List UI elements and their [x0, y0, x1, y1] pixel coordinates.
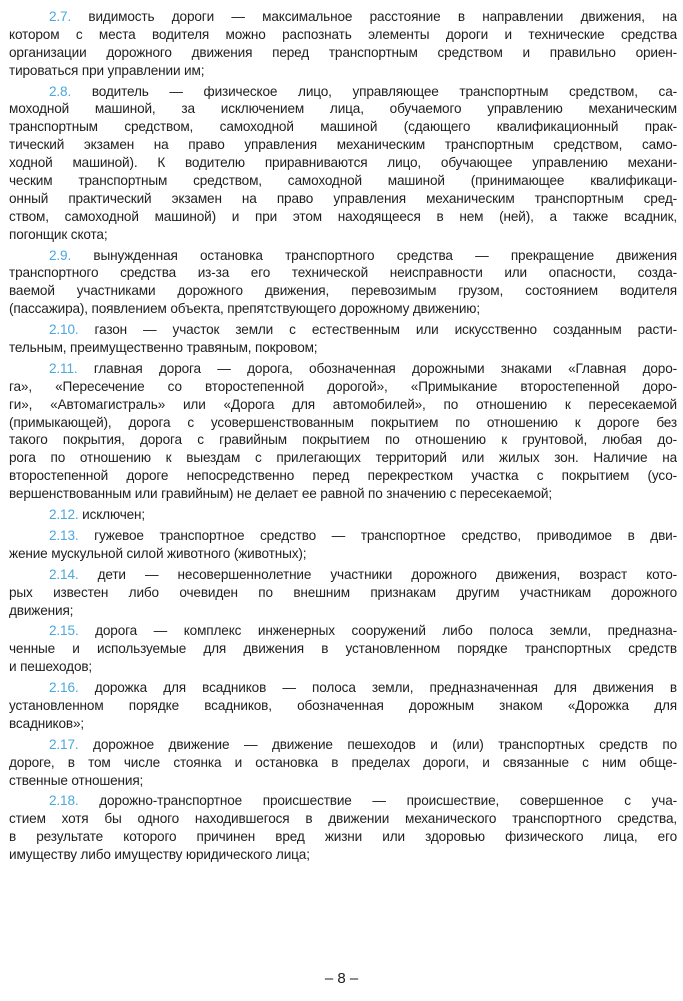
line-text: дети — несовершеннолетние участники дорожного движения, возраст кото-	[97, 566, 677, 582]
line-text: стием хотя бы одного находившегося в движении механического транспортного средства,	[9, 811, 677, 827]
definition-paragraph	[9, 8, 677, 80]
line-text: рога по отношению к выездам с прилегающих территорий или жилых зон. Наличие на	[9, 450, 677, 466]
definition-paragraph	[9, 360, 677, 503]
line-text: дорожка для всадников — полоса земли, предназначенная для движения в	[94, 680, 677, 696]
line-text: ческим транспортным средством, самоходной машиной (принимающее квалификаци-	[9, 173, 677, 189]
text-line	[9, 154, 677, 172]
line-text: дороге, в том числе стоянка и остановка в пределах дороги, и связанные с ним обще-	[9, 754, 677, 770]
item-number: 2.18.	[49, 793, 79, 809]
text-line	[9, 339, 677, 357]
line-text: водитель — физическое лицо, управляющее транспортным средством, са-	[91, 83, 677, 99]
text-line	[9, 584, 677, 602]
text-line	[9, 467, 677, 485]
line-text: онный практический экзамен на право управления механическим транспортным сред-	[9, 190, 677, 206]
line-text: установленном порядке всадников, обозначенная дорожным знаком «Дорожка для	[9, 697, 677, 713]
text-line	[9, 208, 677, 226]
text-line	[9, 118, 677, 136]
line-text: ством, самоходной машиной) и при этом находящееся в нем (ней), а также всадник,	[9, 208, 677, 224]
line-text: гужевое транспортное средство — транспортное средство, приводимое в дви-	[94, 527, 677, 543]
line-text: главная дорога — дорога, обозначенная дорожными знаками «Главная доро-	[93, 360, 677, 376]
text-line	[9, 378, 677, 396]
text-line	[9, 26, 677, 44]
text-line	[9, 226, 677, 244]
line-text: тельным, преимущественно травяным, покровом;	[9, 340, 318, 356]
text-line	[9, 172, 677, 190]
text-line	[9, 506, 677, 524]
line-text: вынужденная остановка транспортного средства — прекращение движения	[93, 247, 677, 263]
definition-paragraph	[9, 622, 677, 676]
line-text: ваемой участниками дорожного движения, перевозимым грузом, состоянием водителя	[9, 283, 677, 299]
definition-paragraph	[9, 566, 677, 620]
item-number: 2.11.	[49, 360, 78, 376]
line-text: дорожно-транспортное происшествие — происшествие, совершенное с уча-	[99, 793, 677, 809]
definition-paragraph	[9, 321, 677, 357]
text-line	[9, 485, 677, 503]
line-text: газон — участок земли с естественным или искусственно созданным расти-	[94, 322, 677, 338]
text-line	[9, 679, 677, 697]
line-text: моходной машиной, за исключением лица, обучаемого управлению механическим	[9, 101, 677, 117]
text-line	[9, 282, 677, 300]
text-line	[9, 602, 677, 620]
definition-paragraph	[9, 83, 677, 244]
text-line	[9, 300, 677, 318]
definition-paragraph	[9, 527, 677, 563]
line-text: жение мускульной силой животного (животных);	[9, 545, 307, 561]
text-line	[9, 566, 677, 584]
text-line	[9, 100, 677, 118]
page-number: – 8 –	[324, 970, 359, 987]
text-line	[9, 640, 677, 658]
item-number: 2.15.	[49, 623, 79, 639]
item-number: 2.10.	[49, 322, 79, 338]
item-number: 2.17.	[49, 736, 79, 752]
line-text: вершенствованным или гравийным) не делает ее равной по значению с пересекаемой;	[9, 486, 553, 502]
text-line	[9, 846, 677, 864]
text-line	[9, 431, 677, 449]
text-line	[9, 264, 677, 282]
item-number: 2.14.	[49, 566, 79, 582]
text-line	[9, 658, 677, 676]
text-line	[9, 772, 677, 790]
line-text: организации дорожного движения перед транспортным средством и правильно ориен-	[9, 44, 677, 60]
line-text: (примыкающей), дорога с усовершенствованным покрытием по отношению к дороге без	[9, 414, 677, 430]
line-text: котором с места водителя можно распознать элементы дороги и технические средства	[9, 26, 677, 42]
text-line	[9, 810, 677, 828]
item-number: 2.16.	[49, 680, 79, 696]
text-line	[9, 44, 677, 62]
item-number: 2.9.	[49, 247, 72, 263]
definition-paragraph	[9, 792, 677, 864]
text-line	[9, 136, 677, 154]
text-line	[9, 527, 677, 545]
text-line	[9, 828, 677, 846]
line-text: видимость дороги — максимальное расстояние в направлении движения, на	[88, 9, 677, 24]
text-line	[9, 190, 677, 208]
line-text: ги», «Автомагистраль» или «Дорога для автомобилей», по отношению к пересекаемой	[9, 396, 677, 412]
line-text: такого покрытия, дорога с гравийным покрытием по отношению к грунтовой, любая до-	[9, 432, 677, 448]
text-line	[9, 414, 677, 432]
definition-paragraph	[9, 679, 677, 733]
text-line	[9, 715, 677, 733]
line-text: исключен;	[82, 507, 146, 523]
text-line	[9, 321, 677, 339]
definition-paragraph	[9, 506, 677, 524]
line-text: движения;	[9, 602, 74, 618]
item-number: 2.7.	[49, 9, 72, 24]
text-line	[9, 396, 677, 414]
line-text: тический экзамен на право управления механическим транспортным средством, само-	[9, 137, 677, 153]
item-number: 2.12.	[49, 507, 79, 523]
text-line	[9, 754, 677, 772]
text-line	[9, 622, 677, 640]
line-text: и пешеходов;	[9, 659, 93, 675]
item-number: 2.8.	[49, 83, 72, 99]
line-text: в результате которого причинен вред жизни или здоровью физического лица, его	[9, 829, 677, 845]
text-line	[9, 792, 677, 810]
text-line	[9, 8, 677, 26]
text-line	[9, 449, 677, 467]
text-line	[9, 697, 677, 715]
line-text: дорога — комплекс инженерных сооружений либо полоса земли, предназна-	[95, 623, 677, 639]
line-text: ченные и используемые для движения в установленном порядке транспортных средств	[9, 641, 677, 657]
line-text: тироваться при управлении им;	[9, 62, 205, 78]
line-text: транспортного средства из-за его технической неисправности или опасности, созда-	[9, 265, 677, 281]
definition-paragraph	[9, 247, 677, 319]
text-line	[9, 736, 677, 754]
line-text: (пассажира), появлением объекта, препятствующего дорожному движению;	[9, 301, 480, 317]
line-text: ственные отношения;	[9, 772, 144, 788]
definition-paragraph	[9, 736, 677, 790]
line-text: всадников»;	[9, 715, 85, 731]
line-text: га», «Пересечение со второстепенной дорогой», «Примыкание второстепенной доро-	[9, 378, 677, 394]
text-line	[9, 83, 677, 101]
line-text: рых известен либо очевиден по внешним признакам другим участникам дорожного	[9, 584, 677, 600]
text-line	[9, 62, 677, 80]
text-line	[9, 545, 677, 563]
text-line	[9, 247, 677, 265]
line-text: транспортным средством, самоходной машиной (сдающего квалификационный прак-	[9, 119, 677, 135]
text-line	[9, 360, 677, 378]
line-text: имуществу либо имуществу юридического лица;	[9, 847, 310, 863]
line-text: второстепенной дороге непосредственно перед перекрестком участка с покрытием (усо-	[9, 468, 677, 484]
line-text: ходной машиной). К водителю приравниваются лицо, обучающее управлению механи-	[9, 155, 677, 171]
line-text: погонщик скота;	[9, 226, 108, 242]
item-number: 2.13.	[49, 527, 79, 543]
line-text: дорожное движение — движение пешеходов и (или) транспортных средств по	[93, 736, 677, 752]
